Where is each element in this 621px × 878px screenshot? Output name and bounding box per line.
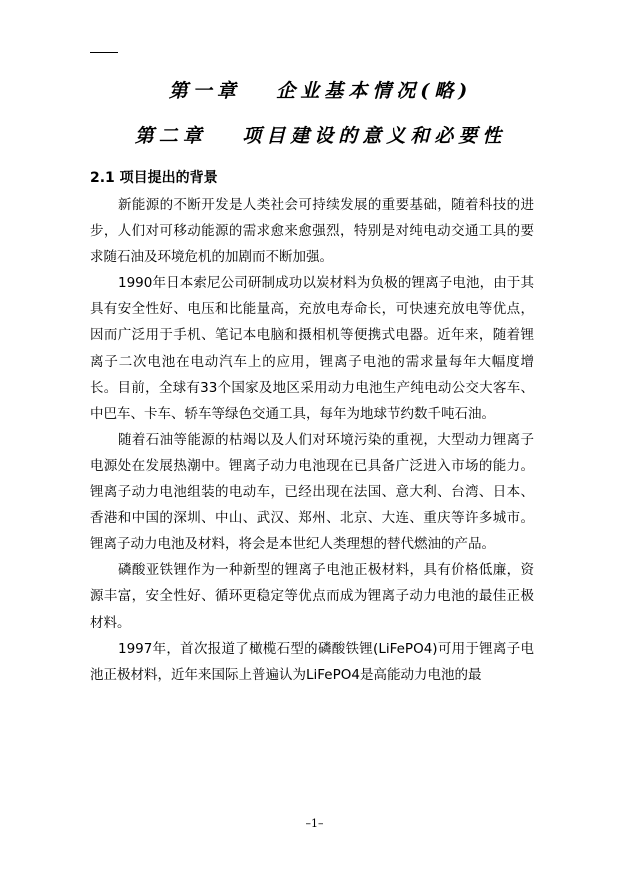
header-rule [90,52,118,53]
chapter-2-title: 第二章 项目建设的意义和必要性 [134,125,507,147]
chapter-1-title: 第一章 企业基本情况(略) [168,80,473,102]
body-text [90,192,534,688]
paragraph-3: 随着石油等能源的枯竭以及人们对环境污染的重视，大型动力锂离子电源处在发展热潮中。锂离子动力电池现在已具备广泛进入市场的能力。锂离子动力电池组装的电动车，已经出现在法国、意大利、台湾、日本、香港和中国的深圳、中山、武汉、郑州、北京、大连、重庆等许多城市。锂离子动力电池及材料，将会是本世纪人类理想的替代燃油的产品。 [90,431,534,553]
paragraph-1: 新能源的不断开发是人类社会可持续发展的重要基础，随着科技的进步，人们对可移动能源的需求愈来愈强烈，特别是对纯电动交通工具的要求随石油及环境危机的加剧而不断加强。 [90,197,534,266]
paragraph-2: 1990年日本索尼公司研制成功以炭材料为负极的锂离子电池，由于其具有安全性好、电压和比能量高，充放电寿命长，可快速充放电等优点，因而广泛用于手机、笔记本电脑和摄相机等便携式电器。近年来，随着锂离子二次电池在电动汽车上的应用，锂离子电池的需求量每年大幅度增长。目前，全球有33个国家及地区采用动力电池生产纯电动公交大客车、中巴车、卡车、轿车等绿色交通工具，每年为地球节约数千吨石油。 [90,275,534,422]
paragraph-5: 1997年，首次报道了橄榄石型的磷酸铁锂(LiFePO4)可用于锂离子电池正极材料，近年来国际上普遍认为LiFePO4是高能动力电池的最 [90,640,534,683]
page-number: –1– [305,817,324,830]
section-heading: 2.1 项目提出的背景 [90,170,218,186]
paragraph-4: 磷酸亚铁锂作为一种新型的锂离子电池正极材料，具有价格低廉，资源丰富，安全性好、循环更稳定等优点而成为锂离子动力电池的最佳正极材料。 [90,562,534,631]
